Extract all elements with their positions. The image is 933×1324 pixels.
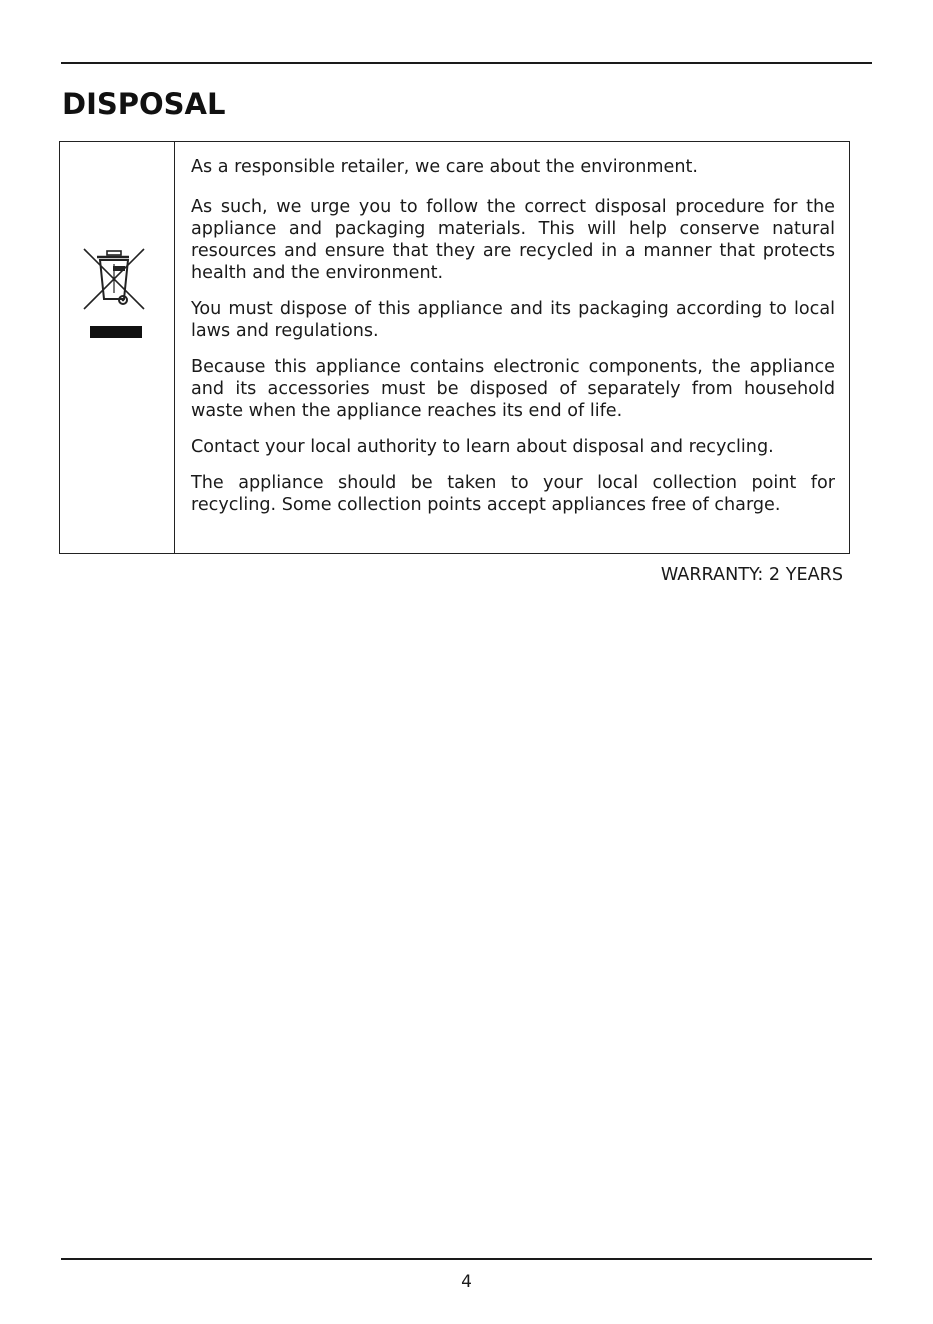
paragraph-disposal-procedure: As such, we urge you to follow the correct disposal procedure for the appliance and packaging materials. This will help conserve natural resources and ensure that they are recycled in a manner that protects health and the environment.: [191, 197, 835, 283]
paragraph-collection-point: The appliance should be taken to your local collection point for recycling. Some collection points accept appliances free of charge.: [191, 473, 835, 515]
disposal-info-box: [59, 141, 850, 554]
paragraph-local-laws: You must dispose of this appliance and its packaging according to local laws and regulations.: [191, 299, 835, 341]
paragraph-contact-authority: Contact your local authority to learn about disposal and recycling.: [191, 437, 774, 457]
crossed-out-wheelie-bin-icon: [83, 245, 145, 345]
disposal-text-cell: [175, 142, 849, 553]
icon-cell: [60, 142, 175, 553]
bottom-divider: [61, 1258, 872, 1260]
page-number: 4: [461, 1272, 472, 1292]
top-divider: [61, 62, 872, 64]
page-title: DISPOSAL: [62, 87, 226, 121]
warranty-label: WARRANTY: 2 YEARS: [660, 565, 843, 585]
paragraph-responsible-retailer: As a responsible retailer, we care about the environment.: [191, 157, 698, 177]
paragraph-electronic-components: Because this appliance contains electronic components, the appliance and its accessories must be disposed of separately from household waste when the appliance reaches its end of life.: [191, 357, 835, 421]
